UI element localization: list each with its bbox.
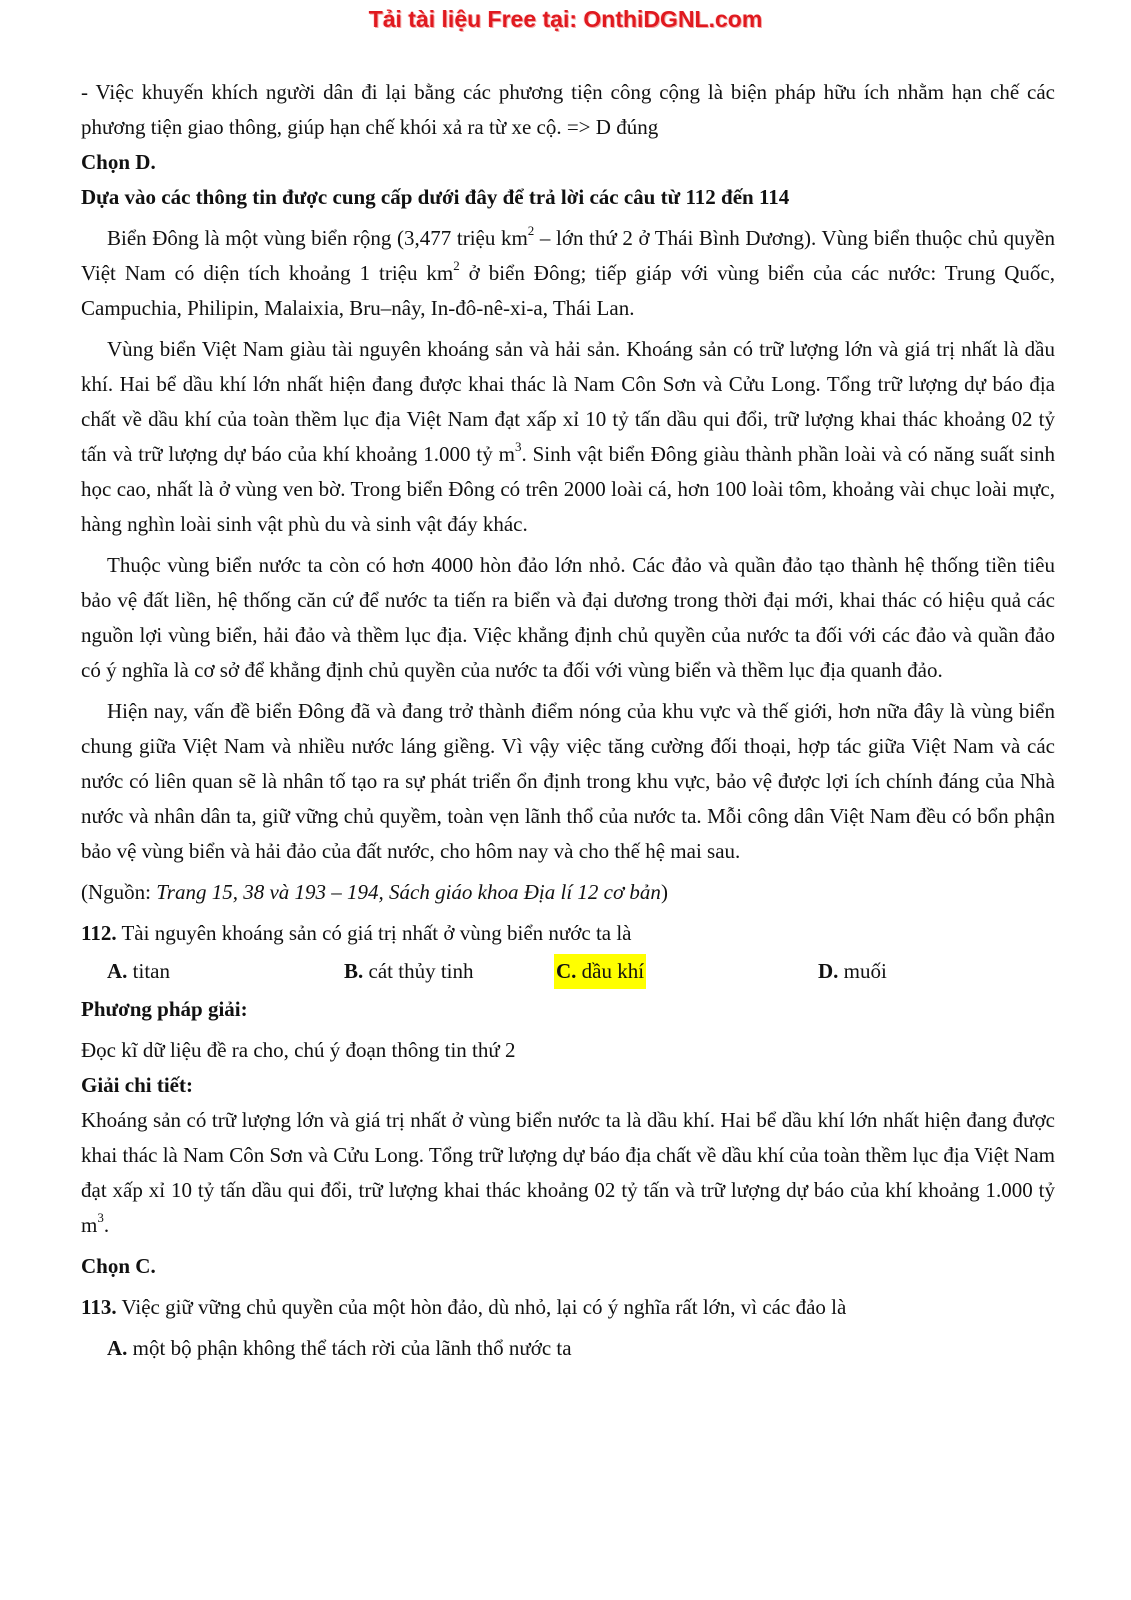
passage-source: (Nguồn: Trang 15, 38 và 193 – 194, Sách giáo khoa Địa lí 12 cơ bản) <box>81 880 668 904</box>
question-112-options <box>81 954 1055 992</box>
question-number: 112. <box>81 921 117 945</box>
option-c-correct[interactable]: C. dầu khí <box>554 954 646 989</box>
answer-112: Chọn C. <box>81 1254 156 1278</box>
previous-answer: Chọn D. <box>81 150 156 174</box>
option-b[interactable]: B. cát thủy tinh <box>344 959 474 983</box>
previous-explanation: - Việc khuyến khích người dân đi lại bằng các phương tiện công cộng là biện pháp hữu ích nhằm hạn chế các phương tiện giao thông, giúp hạn chế khói xả ra từ xe cộ. => D đúng <box>81 80 1055 139</box>
question-text: Việc giữ vững chủ quyền của một hòn đảo, dù nhỏ, lại có ý nghĩa rất lớn, vì các đảo là <box>116 1295 847 1319</box>
question-113-option-a[interactable]: A. một bộ phận không thể tách rời của lãnh thổ nước ta <box>107 1336 572 1360</box>
passage-paragraph-4: Hiện nay, vấn đề biển Đông đã và đang trở thành điểm nóng của khu vực và thế giới, hơn nữa đây là vùng biển chung giữa Việt Nam và nhiều nước láng giềng. Vì vậy việc tăng cường đối thoại, hợp tác giữa Việt Nam và các nước có liên quan sẽ là nhân tố tạo ra sự phát triển ổn định trong khu vực, bảo vệ được lợi ích chính đáng của Nhà nước và nhân dân ta, giữ vững chủ quyềm, toàn vẹn lãnh thổ của nước ta. Mỗi công dân Việt Nam đều có bổn phận bảo vệ vùng biển và hải đảo của đất nước, cho hôm nay và cho thế hệ mai sau. <box>81 699 1055 863</box>
detail-heading: Giải chi tiết: <box>81 1073 193 1097</box>
download-banner[interactable]: Tải tài liệu Free tại: OnthiDGNL.com <box>368 6 763 32</box>
passage-paragraph-2: Vùng biển Việt Nam giàu tài nguyên khoáng sản và hải sản. Khoáng sản có trữ lượng lớn và giá trị nhất là dầu khí. Hai bể dầu khí lớn nhất hiện đang được khai thác là Nam Côn Sơn và Cửu Long. Tổng trữ lượng dự báo địa chất về dầu khí của toàn thềm lục địa Việt Nam đạt xấp xỉ 10 tỷ tấn dầu qui đổi, trữ lượng khai thác khoảng 02 tỷ tấn và trữ lượng dự báo của khí khoảng 1.000 tỷ $m^3$. Sinh vật biển Đông giàu thành phần loài và có năng suất sinh học cao, nhất là ở vùng ven bờ. Trong biển Đông có trên 2000 loài cá, hơn 100 loài tôm, khoảng vài chục loài mực, hàng nghìn loài sinh vật phù du và sinh vật đáy khác. <box>81 337 1055 536</box>
question-number: 113. <box>81 1295 117 1319</box>
question-113 <box>81 1290 1055 1325</box>
question-text: Tài nguyên khoáng sản có giá trị nhất ở vùng biển nước ta là <box>116 921 632 945</box>
option-a[interactable]: A. titan <box>107 959 170 983</box>
option-d[interactable]: D. muối <box>818 959 887 983</box>
method-text: Đọc kĩ dữ liệu đề ra cho, chú ý đoạn thông tin thứ 2 <box>81 1038 516 1062</box>
passage-paragraph-1: Biển Đông là một vùng biển rộng (3,477 triệu $km^2$ – lớn thứ 2 ở Thái Bình Dương). Vùng biển thuộc chủ quyền Việt Nam có diện tích khoảng 1 triệu $km^2$ ở biển Đông; tiếp giáp với vùng biển của các nước: Trung Quốc, Campuchia, Philipin, Malaixia, Bru–nây, In-đô-nê-xi-a, Thái Lan. <box>81 223 1055 320</box>
question-112 <box>81 916 1055 951</box>
method-heading: Phương pháp giải: <box>81 997 248 1021</box>
passage-intro: Dựa vào các thông tin được cung cấp dưới đây để trả lời các câu từ 112 đến 114 <box>81 185 790 209</box>
document-content <box>81 75 1055 1366</box>
detail-text: Khoáng sản có trữ lượng lớn và giá trị nhất ở vùng biển nước ta là dầu khí. Hai bể dầu khí lớn nhất hiện đang được khai thác là Nam Côn Sơn và Cửu Long. Tổng trữ lượng dự báo địa chất về dầu khí của toàn thềm lục địa Việt Nam đạt xấp xỉ 10 tỷ tấn dầu qui đổi, trữ lượng khai thác khoảng 02 tỷ tấn và trữ lượng dự báo của khí khoảng 1.000 tỷ $m^3$. <box>81 1108 1055 1237</box>
passage-paragraph-3: Thuộc vùng biển nước ta còn có hơn 4000 hòn đảo lớn nhỏ. Các đảo và quần đảo tạo thành hệ thống tiền tiêu bảo vệ đất liền, hệ thống căn cứ để nước ta tiến ra biển và đại dương trong thời đại mới, khai thác có hiệu quả các nguồn lợi vùng biển, hải đảo và thềm lục địa. Việc khẳng định chủ quyền của nước ta đối với các đảo và quần đảo có ý nghĩa là cơ sở để khẳng định chủ quyền của nước ta đối với vùng biển và thềm lục địa quanh đảo. <box>81 553 1055 682</box>
